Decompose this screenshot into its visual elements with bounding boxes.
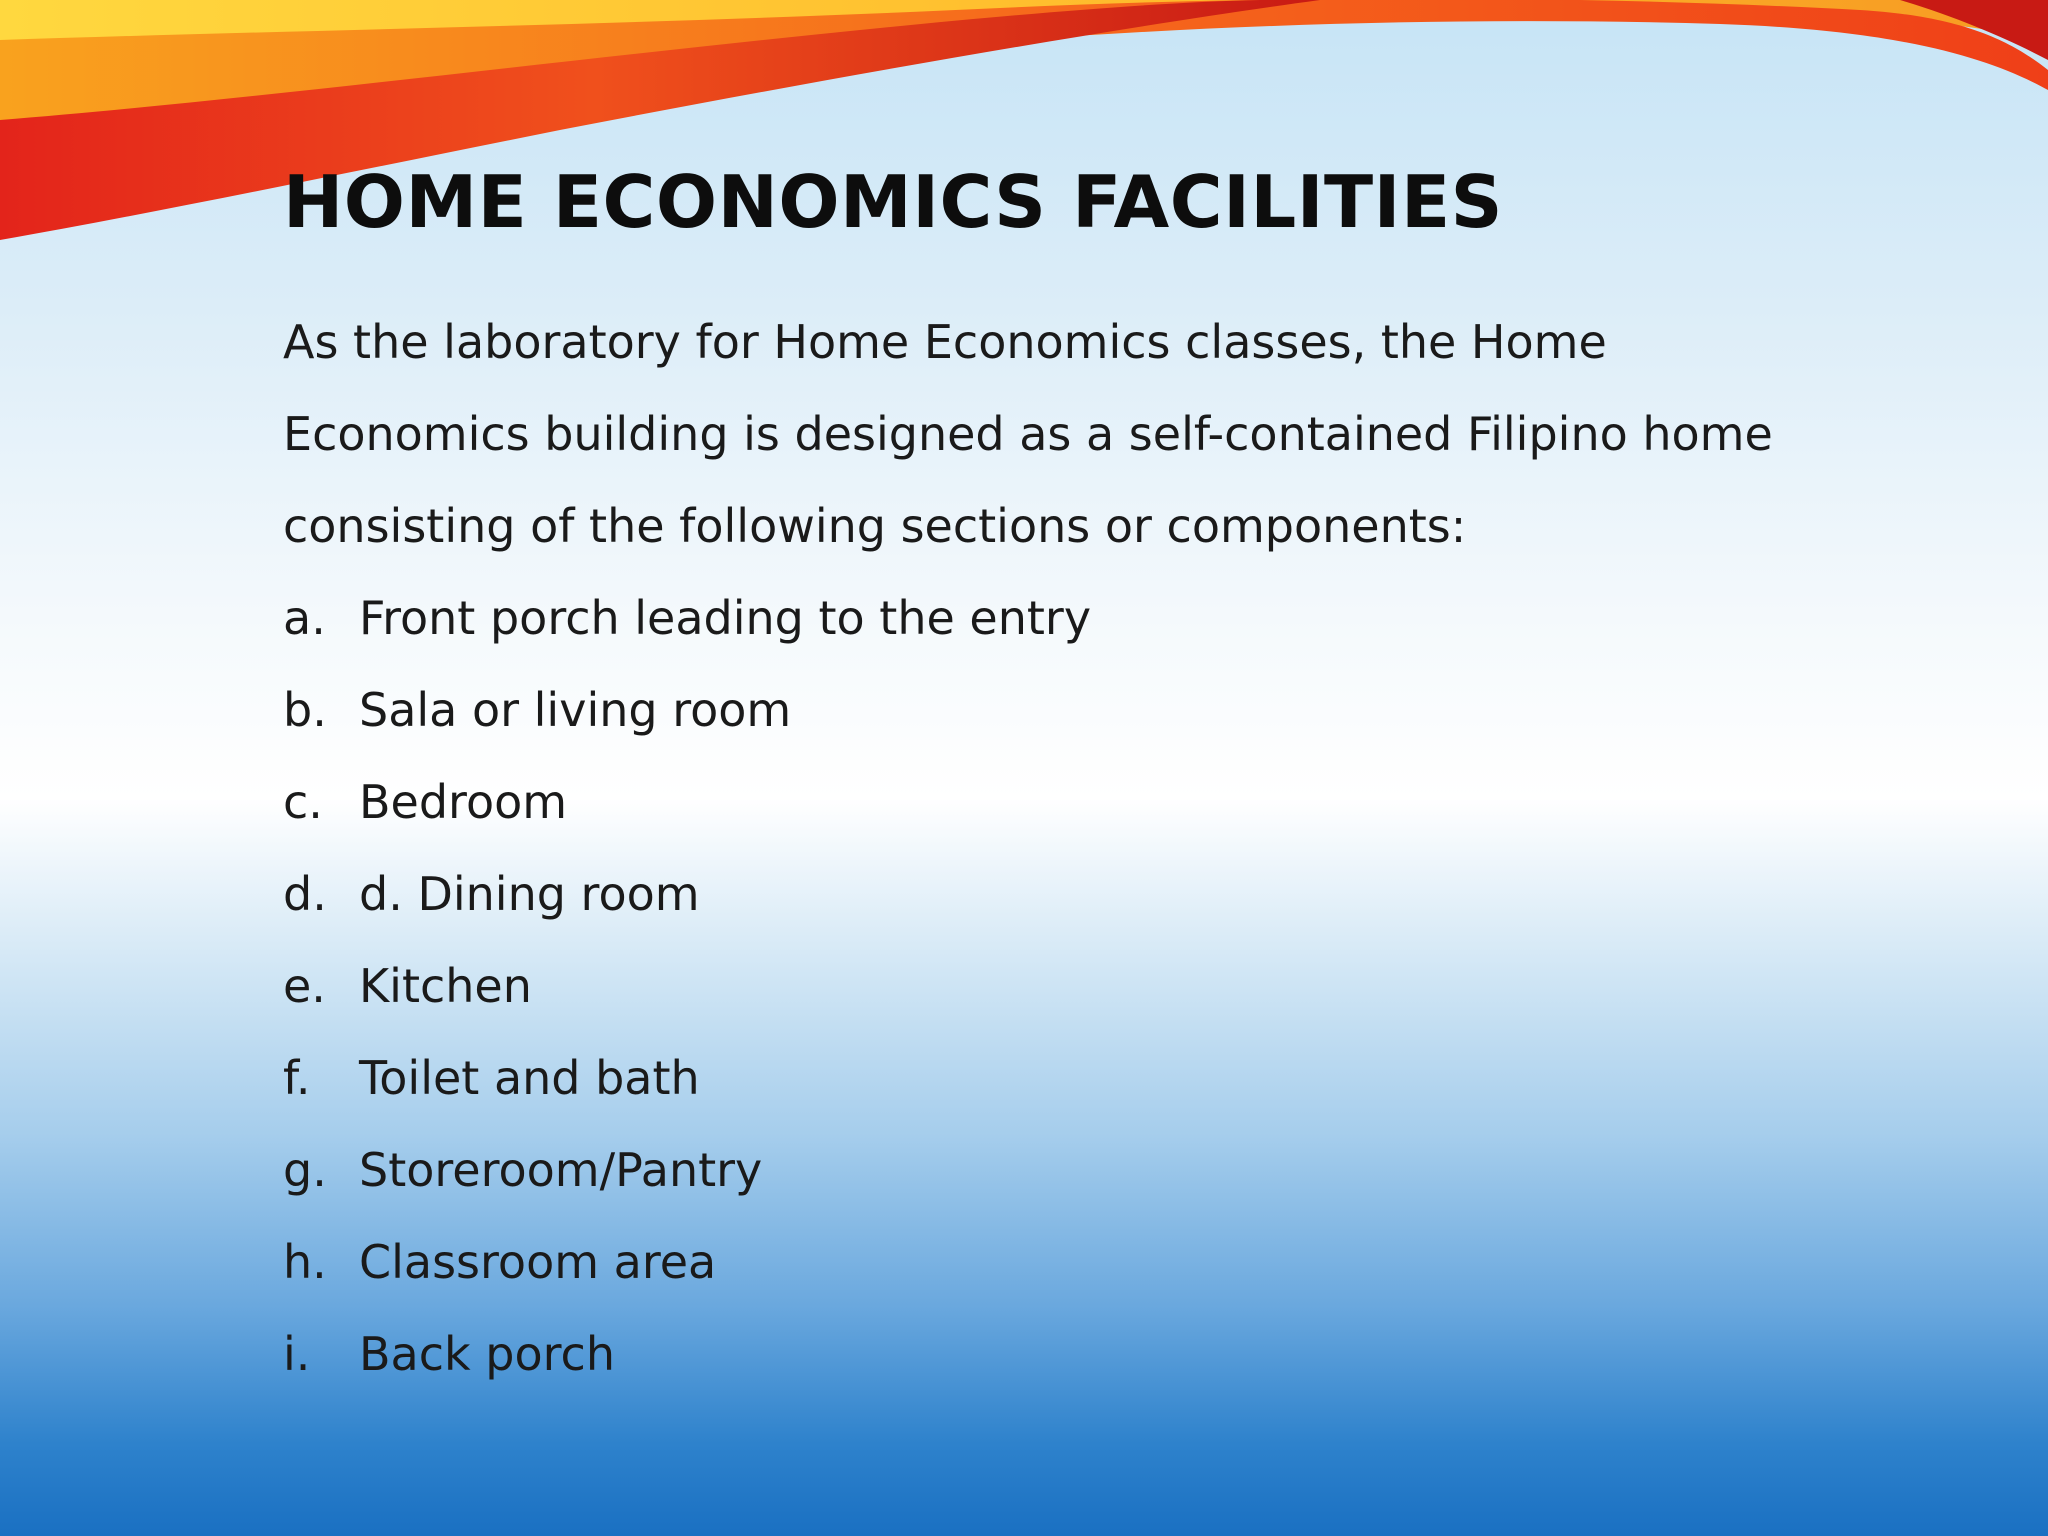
intro-line-2: Economics building is designed as a self-contained Filipino home xyxy=(283,407,1773,461)
list-item xyxy=(283,664,1983,756)
list-marker: h. xyxy=(283,1235,327,1289)
list-marker: e. xyxy=(283,959,326,1013)
list-item xyxy=(283,572,1983,664)
list-item-text: Storeroom/Pantry xyxy=(359,1143,763,1197)
list-item xyxy=(283,756,1983,848)
list-marker: b. xyxy=(283,683,327,737)
list-marker: d. xyxy=(283,867,327,921)
slide-body xyxy=(283,296,1983,1400)
list-item xyxy=(283,1124,1983,1216)
list-item-text: Classroom area xyxy=(359,1235,717,1289)
list-marker: c. xyxy=(283,775,323,829)
intro-line-3: consisting of the following sections or components: xyxy=(283,499,1467,553)
intro-line-1: As the laboratory for Home Economics classes, the Home xyxy=(283,315,1607,369)
list-marker: g. xyxy=(283,1143,327,1197)
list-item-text: d. Dining room xyxy=(359,867,700,921)
list-item xyxy=(283,1032,1983,1124)
list-item-text: Toilet and bath xyxy=(359,1051,700,1105)
list-item-text: Kitchen xyxy=(359,959,532,1013)
list-item-text: Back porch xyxy=(359,1327,615,1381)
list-item-text: Front porch leading to the entry xyxy=(359,591,1092,645)
list-marker: i. xyxy=(283,1327,311,1381)
list-item xyxy=(283,940,1983,1032)
list-marker: a. xyxy=(283,591,326,645)
list-marker: f. xyxy=(283,1051,311,1105)
list-item-text: Sala or living room xyxy=(359,683,792,737)
list-item xyxy=(283,1216,1983,1308)
list-item xyxy=(283,1308,1983,1400)
list-item xyxy=(283,848,1983,940)
components-list xyxy=(283,572,1983,1400)
list-item-text: Bedroom xyxy=(359,775,568,829)
slide-title: HOME ECONOMICS FACILITIES xyxy=(283,160,1503,244)
